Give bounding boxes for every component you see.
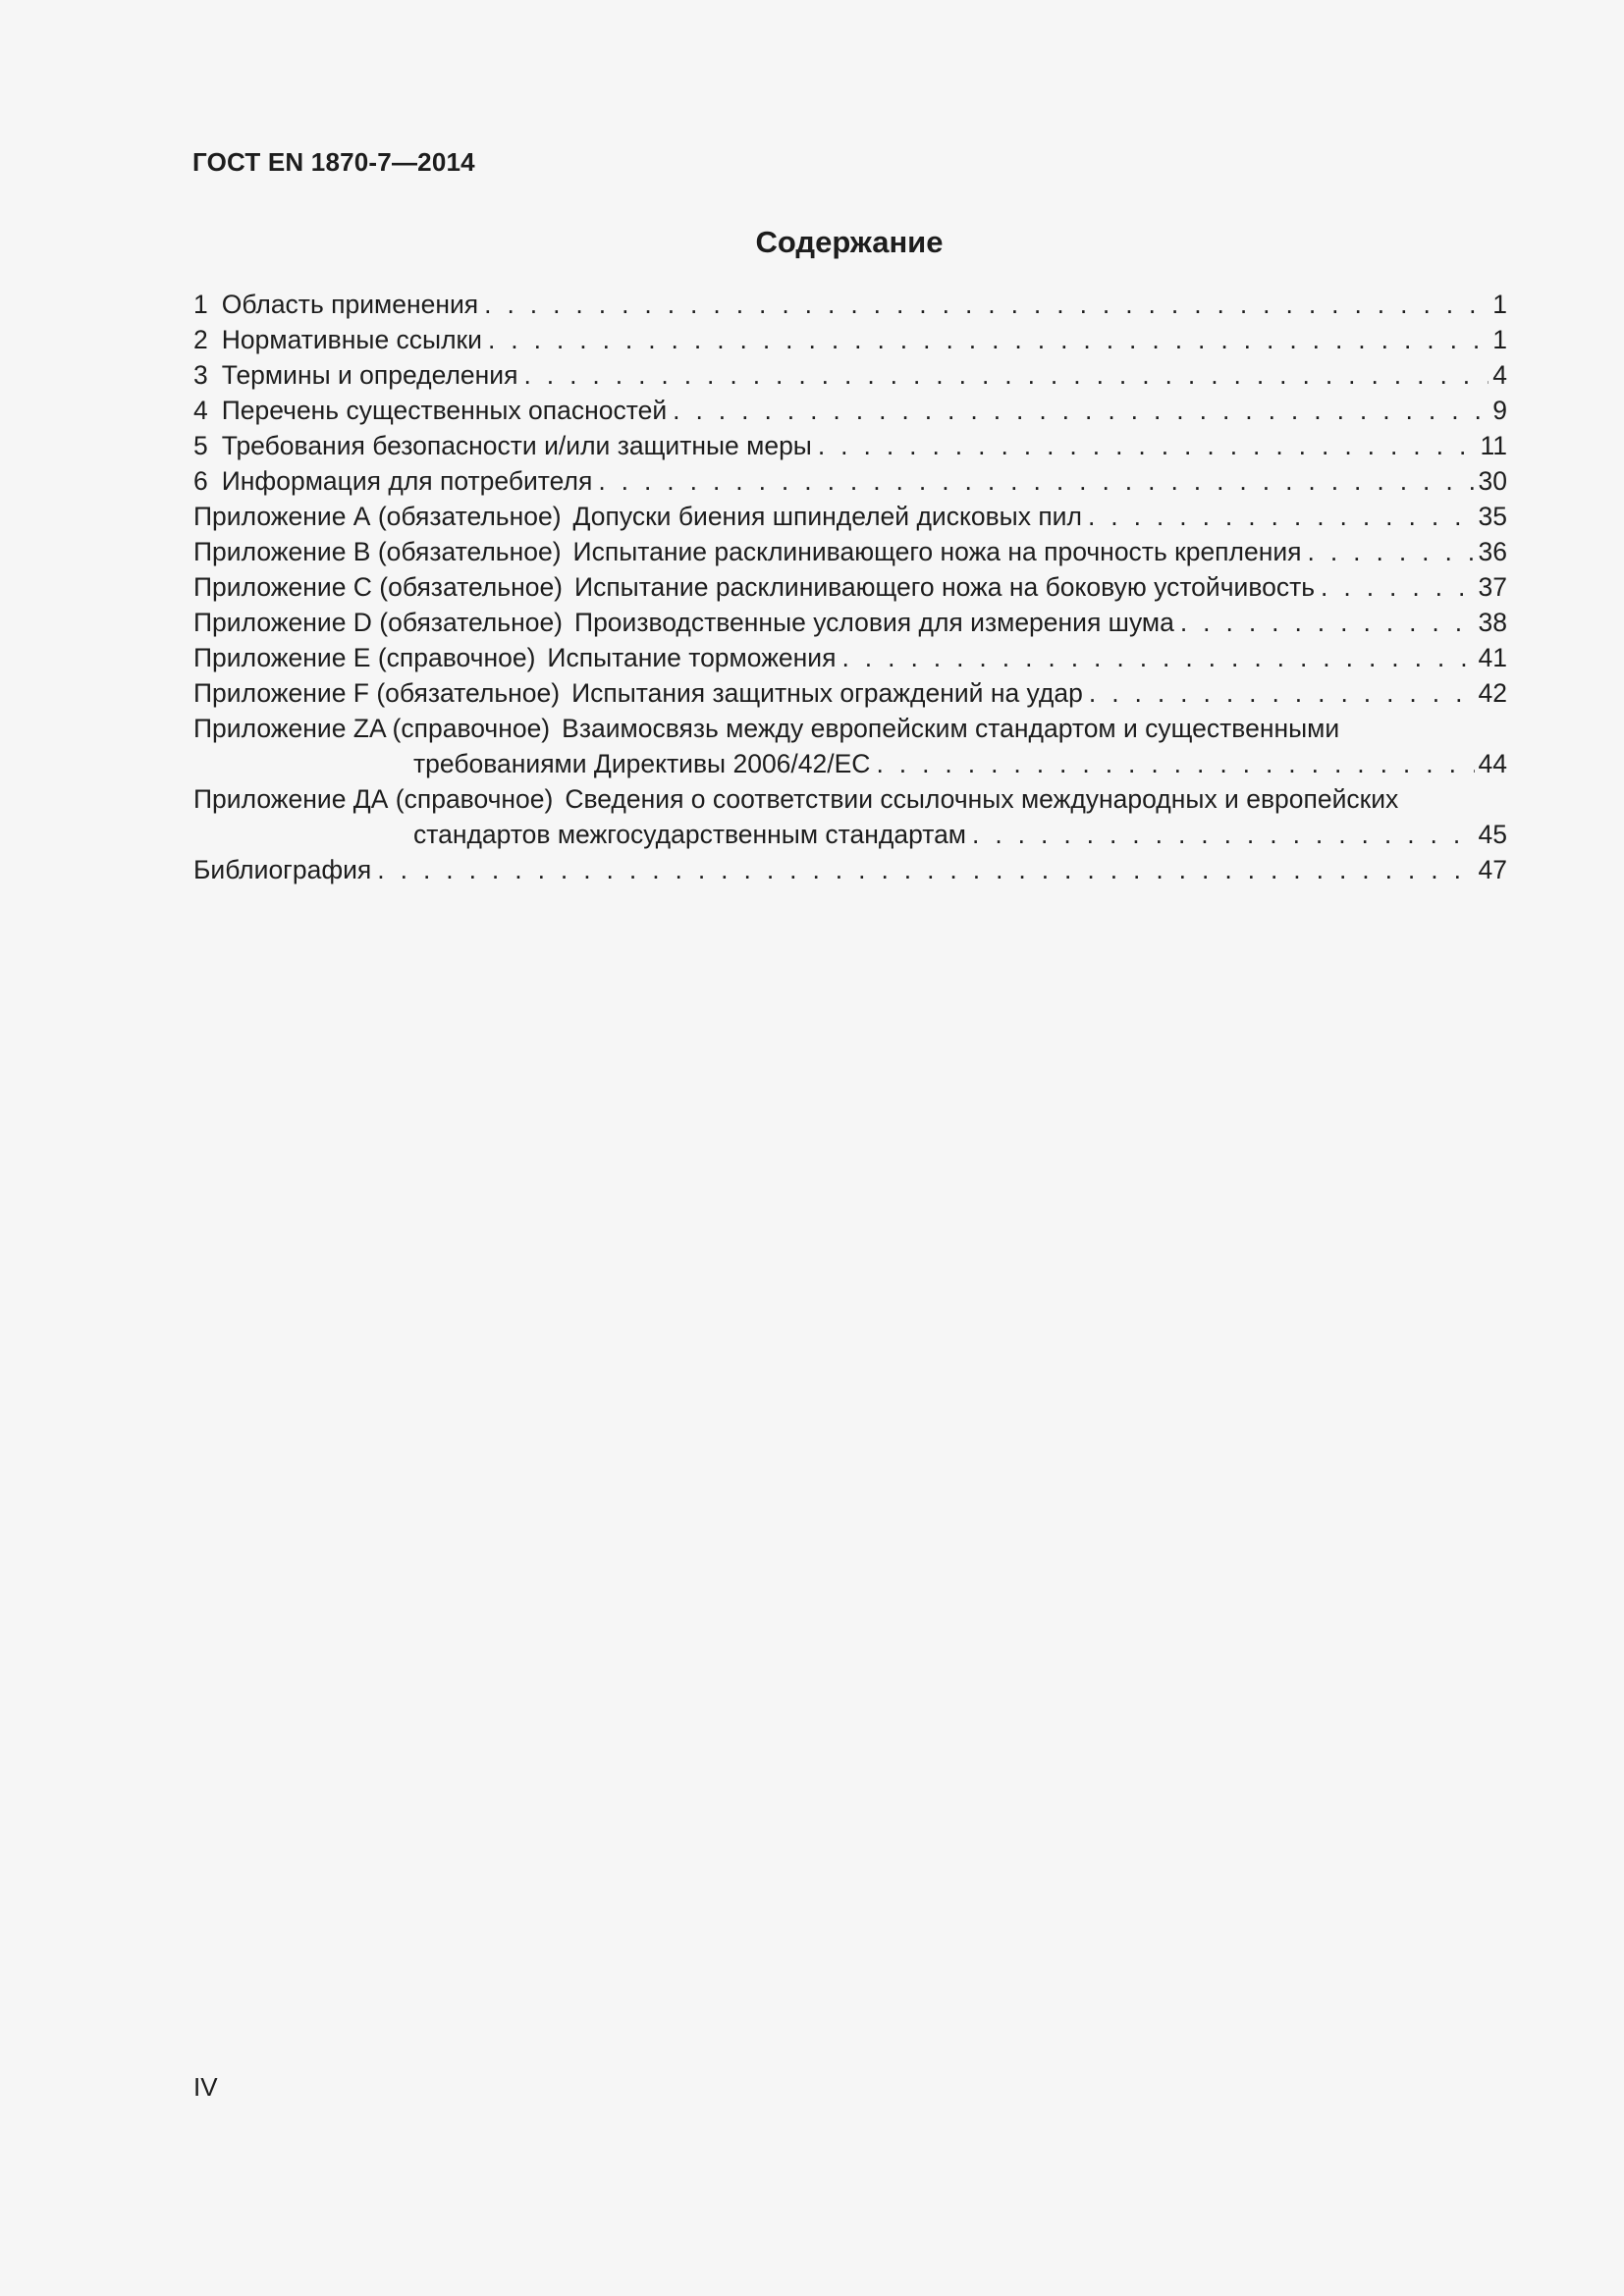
toc-entry-annex-za[interactable]: [193, 711, 1507, 781]
toc-entry-page: 41: [1478, 643, 1507, 672]
toc-title: Содержание: [755, 225, 944, 259]
dot-leader: [1308, 534, 1475, 569]
dot-leader: [598, 463, 1474, 499]
toc-entry-label: Библиография: [193, 855, 372, 884]
toc-entry-number: 1: [193, 290, 208, 319]
toc-entry-page: 44: [1478, 749, 1507, 778]
toc-entry-number: 3: [193, 360, 208, 390]
toc-annex-label: Приложение D (обязательное): [193, 608, 564, 637]
dot-leader: [673, 393, 1489, 428]
toc-entry-label: Область применения: [221, 290, 479, 319]
dot-leader: [484, 287, 1489, 322]
dot-leader: [488, 322, 1489, 357]
dot-leader: [1088, 499, 1475, 534]
toc-entry-label-continuation: стандартов межгосударственным стандартам: [413, 820, 967, 849]
toc-entry-number: 4: [193, 396, 208, 425]
toc-entry-4[interactable]: [193, 393, 1507, 428]
toc-entry-page: 47: [1478, 855, 1507, 884]
document-code: ГОСТ EN 1870-7—2014: [192, 147, 475, 177]
toc-entry-label: Испытание расклинивающего ножа на прочность крепления: [572, 537, 1302, 566]
toc-entry-label: Требования безопасности и/или защитные меры: [221, 431, 812, 460]
toc-entry-label: Информация для потребителя: [221, 466, 593, 496]
toc-annex-label: Приложение В (обязательное): [193, 537, 562, 566]
dot-leader: [972, 817, 1474, 852]
toc-entry-page: 42: [1478, 678, 1507, 708]
dot-leader: [841, 640, 1474, 675]
toc-entry-annex-f[interactable]: [193, 675, 1507, 711]
toc-entry-label: Взаимосвязь между европейским стандартом и существенными: [562, 714, 1340, 743]
toc-entry-label: Нормативные ссылки: [221, 325, 482, 354]
toc-entry-annex-c[interactable]: [193, 569, 1507, 605]
toc-entry-number: 5: [193, 431, 208, 460]
dot-leader: [818, 428, 1477, 463]
toc-entry-label: Сведения о соответствии ссылочных международных и европейских: [565, 784, 1399, 814]
toc-entry-annex-b[interactable]: [193, 534, 1507, 569]
toc-entry-page: 1: [1492, 290, 1507, 319]
toc-entry-3[interactable]: [193, 357, 1507, 393]
toc-entry-page: 1: [1492, 325, 1507, 354]
toc-entry-label: Испытание расклинивающего ножа на боковую устойчивость: [574, 572, 1316, 602]
toc-annex-label: Приложение F (обязательное): [193, 678, 561, 708]
dot-leader: [1180, 605, 1475, 640]
toc-entry-annex-e[interactable]: [193, 640, 1507, 675]
dot-leader: [1321, 569, 1474, 605]
toc-annex-label: Приложение Е (справочное): [193, 643, 536, 672]
dot-leader: [876, 746, 1474, 781]
toc-entry-2[interactable]: [193, 322, 1507, 357]
toc-entry-label: Производственные условия для измерения шума: [574, 608, 1174, 637]
dot-leader: [1089, 675, 1475, 711]
toc-annex-label: Приложение ZA (справочное): [193, 714, 551, 743]
toc-entry-number: 2: [193, 325, 208, 354]
toc-entry-annex-d[interactable]: [193, 605, 1507, 640]
toc-entry-6[interactable]: [193, 463, 1507, 499]
toc-entry-page: 36: [1478, 537, 1507, 566]
toc-annex-label: Приложение А (обязательное): [193, 502, 562, 531]
toc-entry-page: 30: [1478, 466, 1507, 496]
toc-entry-label: Допуски биения шпинделей дисковых пил: [572, 502, 1082, 531]
toc-entry-page: 11: [1480, 431, 1507, 460]
toc-entry-5[interactable]: [193, 428, 1507, 463]
table-of-contents: [193, 287, 1507, 887]
toc-entry-label-continuation: требованиями Директивы 2006/42/ЕС: [413, 749, 871, 778]
dot-leader: [377, 852, 1474, 887]
toc-entry-page: 4: [1492, 360, 1507, 390]
toc-entry-page: 38: [1478, 608, 1507, 637]
page-number: IV: [193, 2072, 218, 2102]
toc-entry-page: 37: [1478, 572, 1507, 602]
dot-leader: [523, 357, 1489, 393]
toc-entry-page: 45: [1478, 820, 1507, 849]
toc-entry-annex-da[interactable]: [193, 781, 1507, 852]
toc-entry-annex-a[interactable]: [193, 499, 1507, 534]
toc-entry-label: Испытания защитных ограждений на удар: [571, 678, 1083, 708]
toc-entry-1[interactable]: [193, 287, 1507, 322]
toc-entry-page: 9: [1492, 396, 1507, 425]
toc-entry-label: Испытание торможения: [547, 643, 837, 672]
toc-entry-bibliography[interactable]: [193, 852, 1507, 887]
toc-entry-number: 6: [193, 466, 208, 496]
toc-annex-label: Приложение С (обязательное): [193, 572, 564, 602]
toc-entry-label: Перечень существенных опасностей: [221, 396, 668, 425]
toc-annex-label: Приложение ДА (справочное): [193, 784, 554, 814]
toc-entry-page: 35: [1478, 502, 1507, 531]
toc-entry-label: Термины и определения: [221, 360, 518, 390]
